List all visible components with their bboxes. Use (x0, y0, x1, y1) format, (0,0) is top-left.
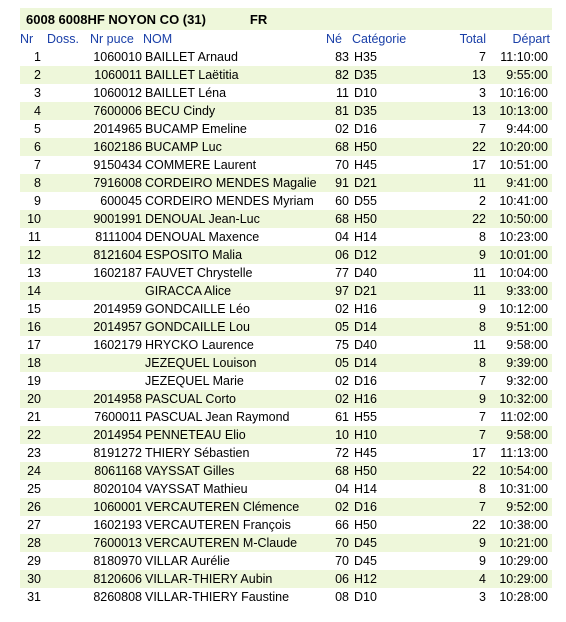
cell-ne: 61 (335, 410, 349, 424)
table-row (20, 408, 552, 426)
cell-nom: GONDCAILLE Lou (145, 320, 250, 334)
cell-categorie: D45 (354, 554, 377, 568)
cell-nom: VAYSSAT Mathieu (145, 482, 248, 496)
cell-nr: 5 (34, 122, 41, 136)
cell-depart: 9:58:00 (506, 428, 548, 442)
cell-total: 9 (479, 248, 486, 262)
cell-puce: 2014954 (93, 428, 142, 442)
cell-nr: 16 (27, 320, 41, 334)
cell-nom: BUCAMP Luc (145, 140, 222, 154)
cell-puce: 8180970 (93, 554, 142, 568)
cell-ne: 66 (335, 518, 349, 532)
cell-depart: 10:04:00 (499, 266, 548, 280)
cell-depart: 10:31:00 (499, 482, 548, 496)
cell-total: 13 (472, 104, 486, 118)
cell-ne: 77 (335, 266, 349, 280)
table-row (20, 84, 552, 102)
cell-total: 4 (479, 572, 486, 586)
cell-nr: 13 (27, 266, 41, 280)
cell-puce: 2014959 (93, 302, 142, 316)
cell-depart: 10:32:00 (499, 392, 548, 406)
cell-puce: 2014957 (93, 320, 142, 334)
cell-nom: VILLAR-THIERY Aubin (145, 572, 273, 586)
cell-nr: 9 (34, 194, 41, 208)
table-row (20, 588, 552, 606)
table-row (20, 390, 552, 408)
cell-nom: GIRACCA Alice (145, 284, 232, 298)
header-ne: Né (326, 32, 342, 46)
cell-nr: 20 (27, 392, 41, 406)
table-row (20, 66, 552, 84)
cell-nr: 3 (34, 86, 41, 100)
cell-ne: 97 (335, 284, 349, 298)
table-row (20, 246, 552, 264)
cell-categorie: H16 (354, 302, 377, 316)
cell-depart: 10:13:00 (499, 104, 548, 118)
cell-total: 9 (479, 554, 486, 568)
cell-ne: 02 (335, 302, 349, 316)
cell-total: 17 (472, 158, 486, 172)
cell-ne: 70 (335, 554, 349, 568)
cell-ne: 68 (335, 212, 349, 226)
column-header-row (20, 30, 552, 48)
cell-total: 3 (479, 590, 486, 604)
cell-ne: 81 (335, 104, 349, 118)
cell-depart: 10:41:00 (499, 194, 548, 208)
cell-total: 11 (473, 338, 486, 352)
cell-nr: 19 (27, 374, 41, 388)
cell-total: 7 (479, 428, 486, 442)
cell-total: 11 (473, 176, 486, 190)
cell-nr: 14 (27, 284, 41, 298)
cell-categorie: D21 (354, 176, 377, 190)
cell-puce: 2014965 (93, 122, 142, 136)
cell-categorie: D16 (354, 500, 377, 514)
cell-nom: PENNETEAU Elio (145, 428, 246, 442)
table-row (20, 102, 552, 120)
cell-puce: 1602186 (93, 140, 142, 154)
cell-puce: 8061168 (94, 464, 142, 478)
cell-ne: 02 (335, 392, 349, 406)
cell-nr: 24 (27, 464, 41, 478)
cell-puce: 8020104 (93, 482, 142, 496)
cell-puce: 8120606 (93, 572, 142, 586)
cell-ne: 10 (335, 428, 349, 442)
cell-ne: 91 (335, 176, 349, 190)
cell-puce: 8121604 (93, 248, 142, 262)
cell-puce: 1060010 (93, 50, 142, 64)
cell-nr: 18 (27, 356, 41, 370)
club-title: 6008 6008HF NOYON CO (31) (26, 11, 206, 27)
cell-categorie: D55 (354, 194, 377, 208)
cell-depart: 9:39:00 (506, 356, 548, 370)
cell-nom: CORDEIRO MENDES Magalie (145, 176, 317, 190)
cell-nom: ESPOSITO Malia (145, 248, 243, 262)
cell-categorie: D35 (354, 104, 377, 118)
cell-depart: 10:16:00 (499, 86, 548, 100)
table-row (20, 282, 552, 300)
table-row (20, 336, 552, 354)
cell-total: 13 (472, 68, 486, 82)
cell-depart: 9:51:00 (506, 320, 548, 334)
cell-nr: 30 (27, 572, 41, 586)
cell-nom: BAILLET Laëtitia (145, 68, 239, 82)
cell-nr: 28 (27, 536, 41, 550)
cell-nr: 11 (28, 230, 41, 244)
cell-depart: 10:01:00 (499, 248, 548, 262)
table-row (20, 552, 552, 570)
cell-depart: 9:58:00 (506, 338, 548, 352)
cell-total: 2 (479, 194, 486, 208)
cell-total: 7 (479, 50, 486, 64)
cell-nr: 15 (27, 302, 41, 316)
cell-nom: BUCAMP Emeline (145, 122, 247, 136)
cell-puce: 7600013 (93, 536, 142, 550)
cell-puce: 8191272 (93, 446, 142, 460)
cell-depart: 10:21:00 (499, 536, 548, 550)
cell-total: 9 (479, 392, 486, 406)
club-title-bar (20, 8, 552, 30)
cell-depart: 11:02:00 (500, 410, 548, 424)
cell-depart: 9:52:00 (506, 500, 548, 514)
cell-categorie: D35 (354, 68, 377, 82)
cell-categorie: H55 (354, 410, 377, 424)
cell-nr: 2 (34, 68, 41, 82)
cell-nom: VAYSSAT Gilles (145, 464, 235, 478)
cell-nom: GONDCAILLE Léo (145, 302, 250, 316)
cell-total: 3 (479, 86, 486, 100)
cell-nr: 8 (34, 176, 41, 190)
cell-puce: 1602187 (93, 266, 142, 280)
cell-depart: 10:29:00 (499, 572, 548, 586)
cell-puce: 600045 (100, 194, 142, 208)
cell-depart: 9:33:00 (506, 284, 548, 298)
cell-puce: 1602193 (93, 518, 142, 532)
cell-ne: 68 (335, 464, 349, 478)
table-row (20, 228, 552, 246)
cell-total: 8 (479, 320, 486, 334)
table-row (20, 498, 552, 516)
cell-puce: 1060001 (93, 500, 142, 514)
cell-depart: 10:38:00 (499, 518, 548, 532)
cell-puce: 1602179 (93, 338, 142, 352)
cell-categorie: H16 (354, 392, 377, 406)
cell-nr: 4 (34, 104, 41, 118)
cell-nr: 31 (27, 590, 41, 604)
cell-categorie: H50 (354, 464, 377, 478)
cell-nom: FAUVET Chrystelle (145, 266, 253, 280)
cell-total: 7 (479, 374, 486, 388)
cell-depart: 11:10:00 (500, 50, 548, 64)
table-row (20, 444, 552, 462)
table-row (20, 264, 552, 282)
cell-nom: COMMERE Laurent (145, 158, 257, 172)
cell-ne: 06 (335, 248, 349, 262)
table-row (20, 462, 552, 480)
cell-ne: 05 (335, 320, 349, 334)
cell-nom: BAILLET Arnaud (145, 50, 238, 64)
cell-ne: 02 (335, 122, 349, 136)
cell-depart: 10:12:00 (499, 302, 548, 316)
table-row (20, 48, 552, 66)
cell-depart: 10:51:00 (499, 158, 548, 172)
cell-categorie: D16 (354, 122, 377, 136)
header-nom: NOM (143, 32, 173, 46)
cell-ne: 04 (335, 482, 349, 496)
cell-puce: 9150434 (93, 158, 142, 172)
cell-categorie: D40 (354, 338, 377, 352)
cell-categorie: D40 (354, 266, 377, 280)
table-row (20, 210, 552, 228)
cell-ne: 06 (335, 572, 349, 586)
cell-ne: 11 (336, 86, 349, 100)
cell-categorie: H50 (354, 140, 377, 154)
cell-nr: 27 (27, 518, 41, 532)
club-country: FR (249, 11, 268, 27)
cell-ne: 04 (335, 230, 349, 244)
cell-total: 8 (479, 482, 486, 496)
cell-categorie: D45 (354, 536, 377, 550)
table-row (20, 192, 552, 210)
cell-nr: 6 (34, 140, 41, 154)
cell-puce: 1060012 (93, 86, 142, 100)
cell-categorie: D12 (354, 248, 377, 262)
cell-nr: 12 (27, 248, 41, 262)
cell-nr: 7 (34, 158, 41, 172)
cell-categorie: D14 (354, 356, 377, 370)
cell-nom: VILLAR-THIERY Faustine (145, 590, 290, 604)
cell-nom: DENOUAL Jean-Luc (145, 212, 260, 226)
header-nr: Nr (20, 32, 34, 46)
cell-nr: 26 (27, 500, 41, 514)
cell-ne: 82 (335, 68, 349, 82)
header-puce: Nr puce (90, 32, 134, 46)
cell-nom: BAILLET Léna (145, 86, 227, 100)
cell-total: 9 (479, 536, 486, 550)
cell-depart: 10:23:00 (499, 230, 548, 244)
cell-categorie: H45 (354, 446, 377, 460)
cell-total: 22 (472, 464, 486, 478)
cell-nom: PASCUAL Corto (145, 392, 237, 406)
cell-total: 7 (479, 410, 486, 424)
table-row (20, 300, 552, 318)
cell-depart: 9:44:00 (506, 122, 548, 136)
start-list-sheet (20, 8, 552, 606)
cell-nom: BECU Cindy (145, 104, 216, 118)
header-doss: Doss. (47, 32, 79, 46)
table-row (20, 156, 552, 174)
cell-nom: HRYCKO Laurence (145, 338, 254, 352)
table-row (20, 318, 552, 336)
cell-categorie: D14 (354, 320, 377, 334)
cell-depart: 9:55:00 (506, 68, 548, 82)
cell-nom: VERCAUTEREN François (145, 518, 291, 532)
cell-categorie: H10 (354, 428, 377, 442)
cell-nr: 1 (34, 50, 41, 64)
cell-nr: 23 (27, 446, 41, 460)
cell-nom: CORDEIRO MENDES Myriam (145, 194, 314, 208)
cell-total: 11 (473, 284, 486, 298)
cell-puce: 8260808 (93, 590, 142, 604)
cell-depart: 10:54:00 (499, 464, 548, 478)
cell-categorie: D10 (354, 86, 377, 100)
cell-total: 8 (479, 356, 486, 370)
cell-categorie: H50 (354, 212, 377, 226)
cell-total: 8 (479, 230, 486, 244)
cell-total: 22 (472, 212, 486, 226)
cell-nr: 21 (27, 410, 41, 424)
table-row (20, 174, 552, 192)
cell-depart: 11:13:00 (500, 446, 548, 460)
cell-ne: 02 (335, 500, 349, 514)
table-row (20, 120, 552, 138)
cell-ne: 68 (335, 140, 349, 154)
table-row (20, 480, 552, 498)
cell-ne: 75 (335, 338, 349, 352)
table-row (20, 372, 552, 390)
cell-nr: 25 (27, 482, 41, 496)
cell-nom: THIERY Sébastien (145, 446, 250, 460)
cell-puce: 7916008 (93, 176, 142, 190)
header-total: Total (459, 32, 486, 46)
cell-puce: 9001991 (93, 212, 142, 226)
cell-nom: JEZEQUEL Marie (145, 374, 244, 388)
cell-depart: 10:20:00 (499, 140, 548, 154)
cell-nom: JEZEQUEL Louison (145, 356, 257, 370)
cell-nom: VERCAUTEREN Clémence (145, 500, 300, 514)
cell-puce: 7600006 (93, 104, 142, 118)
cell-puce: 1060011 (94, 68, 142, 82)
table-row (20, 570, 552, 588)
header-categorie: Catégorie (352, 32, 407, 46)
cell-total: 17 (472, 446, 486, 460)
cell-total: 22 (472, 518, 486, 532)
cell-ne: 60 (335, 194, 349, 208)
table-row (20, 354, 552, 372)
runner-table-body (20, 48, 552, 606)
cell-ne: 08 (335, 590, 349, 604)
cell-ne: 05 (335, 356, 349, 370)
cell-depart: 10:50:00 (499, 212, 548, 226)
header-depart: Départ (512, 32, 550, 46)
cell-categorie: H50 (354, 518, 377, 532)
cell-ne: 70 (335, 158, 349, 172)
cell-total: 11 (473, 266, 486, 280)
cell-depart: 9:32:00 (506, 374, 548, 388)
cell-nr: 10 (27, 212, 41, 226)
cell-nom: PASCUAL Jean Raymond (145, 410, 290, 424)
cell-puce: 2014958 (93, 392, 142, 406)
cell-nr: 22 (27, 428, 41, 442)
cell-categorie: D10 (354, 590, 377, 604)
cell-puce: 7600011 (94, 410, 142, 424)
table-row (20, 426, 552, 444)
cell-ne: 02 (335, 374, 349, 388)
cell-total: 7 (479, 122, 486, 136)
cell-categorie: D21 (354, 284, 377, 298)
cell-nr: 17 (27, 338, 41, 352)
cell-nom: VILLAR Aurélie (145, 554, 230, 568)
cell-ne: 83 (335, 50, 349, 64)
cell-nom: DENOUAL Maxence (145, 230, 260, 244)
table-row (20, 534, 552, 552)
cell-total: 7 (479, 500, 486, 514)
cell-nr: 29 (27, 554, 41, 568)
cell-depart: 10:29:00 (499, 554, 548, 568)
cell-categorie: H14 (354, 230, 377, 244)
table-row (20, 138, 552, 156)
cell-total: 9 (479, 302, 486, 316)
cell-categorie: H45 (354, 158, 377, 172)
cell-ne: 72 (335, 446, 349, 460)
table-row (20, 516, 552, 534)
cell-nom: VERCAUTEREN M-Claude (145, 536, 298, 550)
cell-categorie: H12 (354, 572, 377, 586)
cell-categorie: D16 (354, 374, 377, 388)
cell-puce: 8111004 (95, 230, 142, 244)
cell-ne: 70 (335, 536, 349, 550)
cell-depart: 10:28:00 (499, 590, 548, 604)
cell-categorie: H14 (354, 482, 377, 496)
cell-categorie: H35 (354, 50, 377, 64)
cell-total: 22 (472, 140, 486, 154)
cell-depart: 9:41:00 (506, 176, 548, 190)
